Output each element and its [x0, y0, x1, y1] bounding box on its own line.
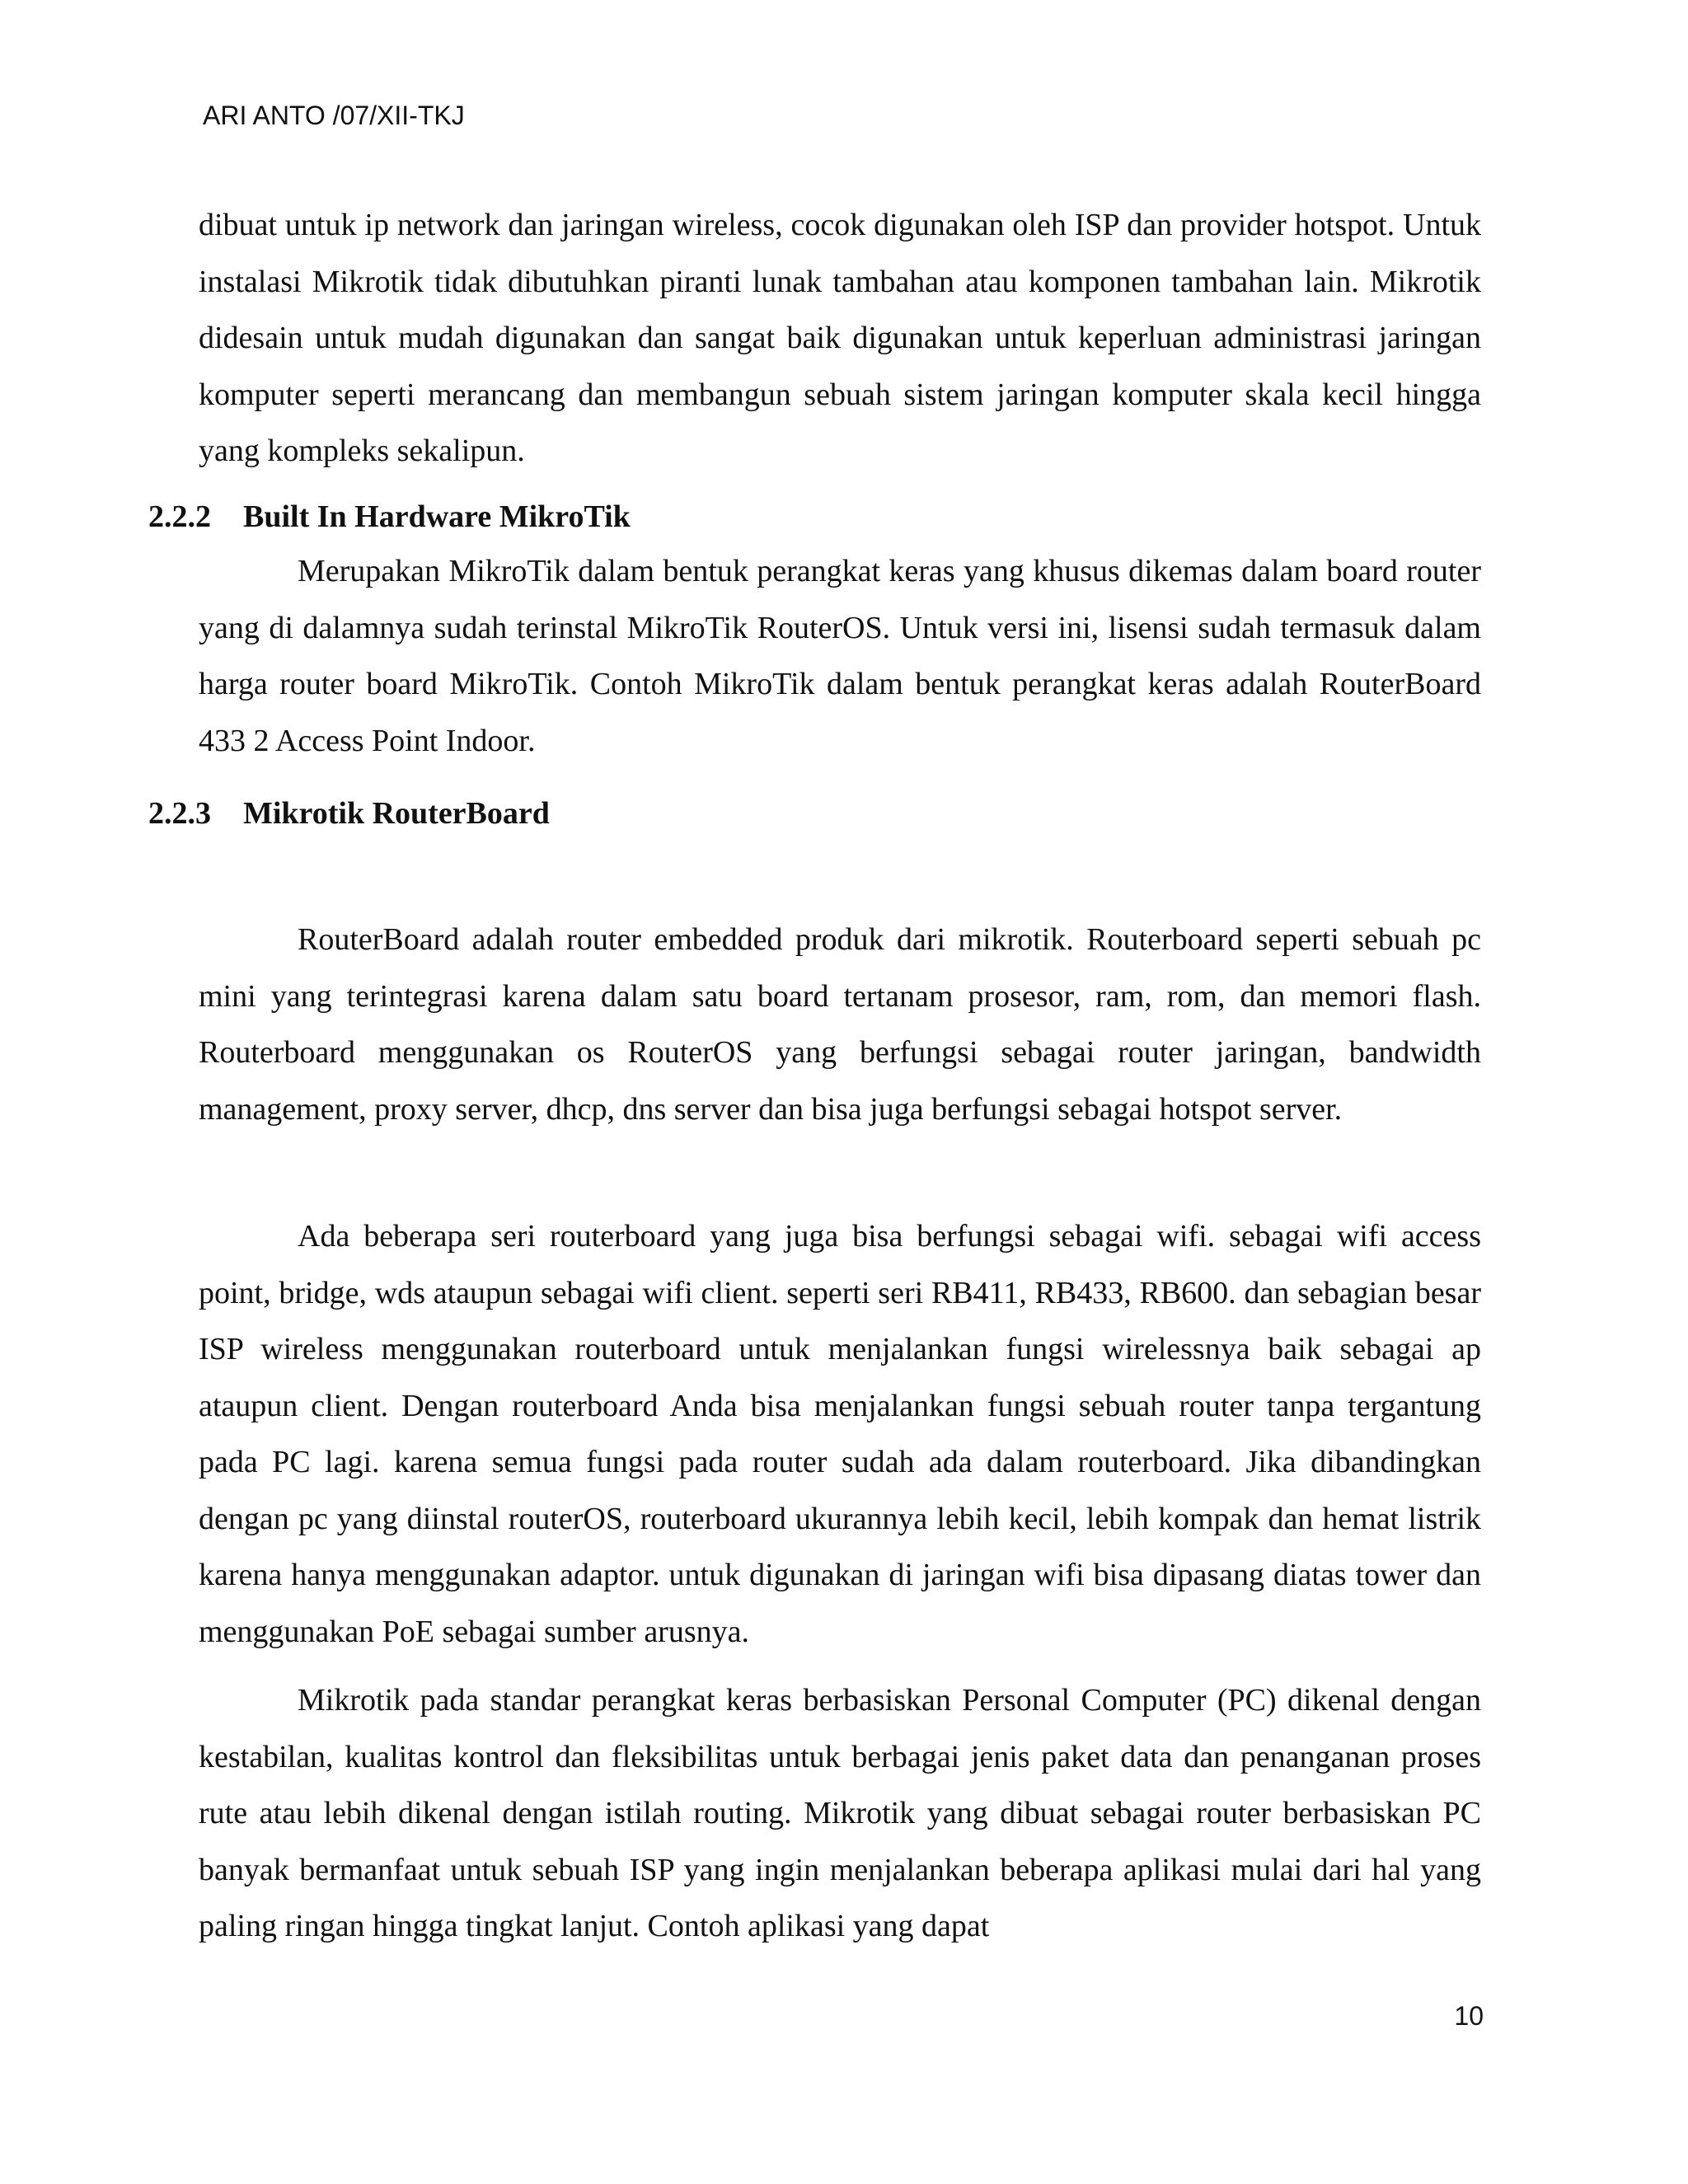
page-number: 10 — [1454, 2001, 1484, 2031]
section-number: 2.2.2 — [148, 499, 211, 534]
section-number: 2.2.3 — [148, 796, 211, 831]
section-title: Built In Hardware MikroTik — [243, 499, 631, 534]
section-heading-2-2-2 — [148, 499, 631, 535]
paragraph-mikrotik-pc: Mikrotik pada standar perangkat keras berbasiskan Personal Computer (PC) dikenal dengan kestabilan, kualitas kontrol dan fleksibilitas untuk berbagai jenis paket data dan penanganan proses rute atau lebih dikenal dengan istilah routing. Mikrotik yang dibuat sebagai router berbasiskan PC banyak bermanfaat untuk sebuah ISP yang ingin menjalankan beberapa aplikasi mulai dari hal yang paling ringan hingga tingkat lanjut. Contoh aplikasi yang dapat — [199, 1683, 1481, 1943]
paragraph-built-in-hardware: Merupakan MikroTik dalam bentuk perangkat keras yang khusus dikemas dalam board router yang di dalamnya sudah terinstal MikroTik RouterOS. Untuk versi ini, lisensi sudah termasuk dalam harga router board MikroTik. Contoh MikroTik dalam bentuk perangkat keras adalah RouterBoard 433 2 Access Point Indoor. — [199, 554, 1481, 758]
section-title: Mikrotik RouterBoard — [243, 796, 550, 831]
page-header: ARI ANTO /07/XII-TKJ — [203, 101, 465, 130]
paragraph-routerboard-definition: RouterBoard adalah router embedded produk dari mikrotik. Routerboard seperti sebuah pc mini yang terintegrasi karena dalam satu board tertanam prosesor, ram, rom, dan memori flash. Routerboard menggunakan os RouterOS yang berfungsi sebagai router jaringan, bandwidth management, proxy server, dhcp, dns server dan bisa juga berfungsi sebagai hotspot server. — [199, 922, 1481, 1127]
section-heading-2-2-3 — [148, 795, 550, 832]
paragraph-routerboard-series: Ada beberapa seri routerboard yang juga bisa berfungsi sebagai wifi. sebagai wifi access point, bridge, wds ataupun sebagai wifi client. seperti seri RB411, RB433, RB600. dan sebagian besar ISP wireless menggunakan routerboard untuk menjalankan fungsi wirelessnya baik sebagai ap ataupun client. Dengan routerboard Anda bisa menjalankan fungsi sebuah router tanpa tergantung pada PC lagi. karena semua fungsi pada router sudah ada dalam routerboard. Jika dibandingkan dengan pc yang diinstal routerOS, routerboard ukurannya lebih kecil, lebih kompak dan hemat listrik karena hanya menggunakan adaptor. untuk digunakan di jaringan wifi bisa dipasang diatas tower dan menggunakan PoE sebagai sumber arusnya. — [199, 1219, 1481, 1649]
paragraph-intro-continued: dibuat untuk ip network dan jaringan wireless, cocok digunakan oleh ISP dan provider hotspot. Untuk instalasi Mikrotik tidak dibutuhkan piranti lunak tambahan atau komponen tambahan lain. Mikrotik didesain untuk mudah digunakan dan sangat baik digunakan untuk keperluan administrasi jaringan komputer seperti merancang dan membangun sebuah sistem jaringan komputer skala kecil hingga yang kompleks sekalipun. — [199, 208, 1481, 468]
